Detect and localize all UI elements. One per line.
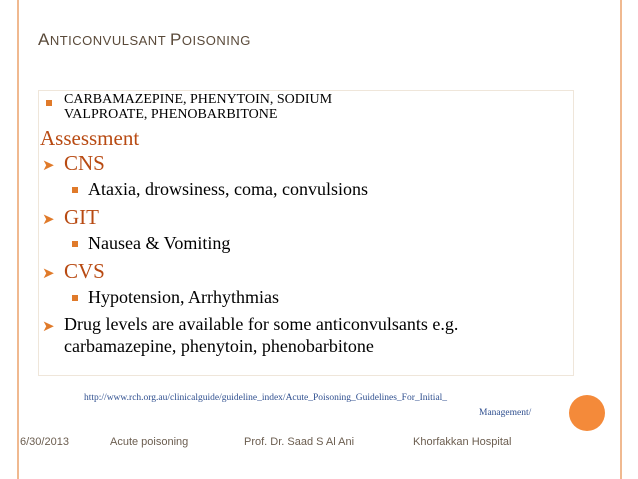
drugs-line-2: VALPROATE, PHENOBARBITONE xyxy=(64,107,278,122)
reference-link-line-1[interactable]: http://www.rch.org.au/clinicalguide/guideline_index/Acute_Poisoning_Guidelines_For_Initial_ xyxy=(84,393,448,403)
footer-institution: Khorfakkan Hospital xyxy=(413,436,512,448)
slide-title xyxy=(38,30,251,50)
section-detail-cvs: Hypotension, Arrhythmias xyxy=(88,287,279,307)
title-initial-1: A xyxy=(38,30,50,49)
title-initial-2: P xyxy=(170,30,182,49)
arrow-bullet-icon: ➤ xyxy=(42,264,55,282)
orange-circle-decoration xyxy=(569,395,605,431)
arrow-bullet-icon: ➤ xyxy=(42,156,55,174)
drugs-line-1: CARBAMAZEPINE, PHENYTOIN, SODIUM xyxy=(64,92,333,107)
section-label-git: GIT xyxy=(64,205,99,229)
section-detail-git: Nausea & Vomiting xyxy=(88,233,231,253)
reference-link-line-2[interactable]: Management/ xyxy=(479,408,532,418)
assessment-heading: Assessment xyxy=(40,126,140,150)
footer-date: 6/30/2013 xyxy=(20,436,69,448)
title-rest-1: NTICONVULSANT xyxy=(49,33,171,48)
drug-levels-line-1: Drug levels are available for some anticonvulsants e.g. xyxy=(64,314,459,334)
title-rest-2: OISONING xyxy=(181,33,251,48)
section-label-cns: CNS xyxy=(64,151,105,175)
arrow-bullet-icon: ➤ xyxy=(42,210,55,228)
arrow-bullet-icon: ➤ xyxy=(42,317,55,335)
section-label-cvs: CVS xyxy=(64,259,105,283)
left-decorative-line xyxy=(17,0,19,479)
bullet-square-icon xyxy=(72,187,78,193)
right-decorative-line xyxy=(620,0,622,479)
bullet-square-icon xyxy=(46,100,52,106)
bullet-square-icon xyxy=(72,241,78,247)
section-detail-cns: Ataxia, drowsiness, coma, convulsions xyxy=(88,179,368,199)
drug-levels-line-2: carbamazepine, phenytoin, phenobarbitone xyxy=(64,336,374,356)
footer-topic: Acute poisoning xyxy=(110,436,189,448)
bullet-square-icon xyxy=(72,295,78,301)
footer-author: Prof. Dr. Saad S Al Ani xyxy=(244,436,355,448)
